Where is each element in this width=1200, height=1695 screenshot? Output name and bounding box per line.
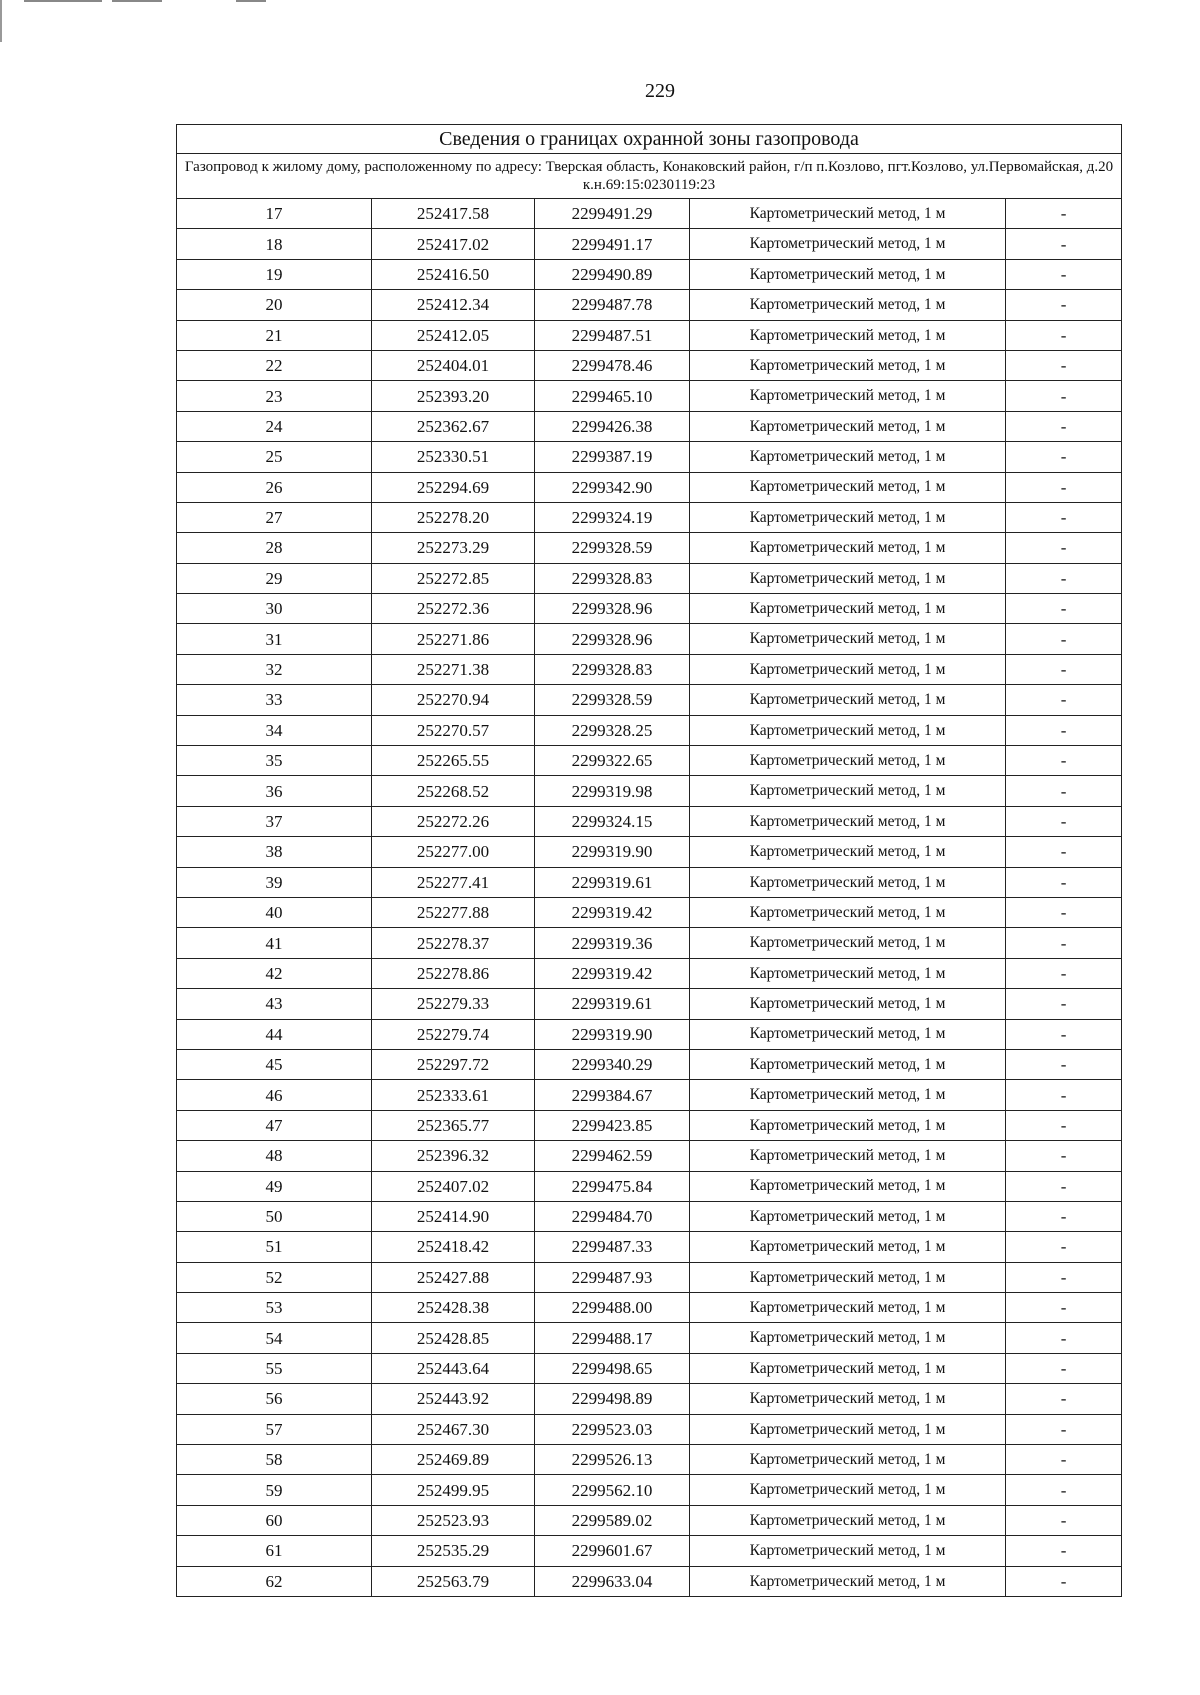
method-cell: Картометрический метод, 1 м [690,320,1006,350]
y-coordinate-cell: 2299562.10 [535,1475,690,1505]
y-coordinate-cell: 2299487.78 [535,290,690,320]
note-cell: - [1006,867,1122,897]
y-coordinate-cell: 2299498.89 [535,1384,690,1414]
table-row [177,654,1122,684]
method-cell: Картометрический метод, 1 м [690,1566,1006,1596]
method-cell: Картометрический метод, 1 м [690,1110,1006,1140]
table-subtitle: Газопровод к жилому дому, расположенному по адресу: Тверская область, Конаковский район, г/п п.Козлово, пгт.Козлово, ул.Первомайская, д.20 к.н.69:15:0230119:23 [177,154,1122,199]
note-cell: - [1006,594,1122,624]
method-cell: Картометрический метод, 1 м [690,502,1006,532]
note-cell: - [1006,1201,1122,1231]
x-coordinate-cell: 252467.30 [372,1414,535,1444]
note-cell: - [1006,1475,1122,1505]
point-number-cell: 40 [177,897,372,927]
table-title: Сведения о границах охранной зоны газопровода [177,125,1122,154]
method-cell: Картометрический метод, 1 м [690,1049,1006,1079]
note-cell: - [1006,928,1122,958]
note-cell: - [1006,1505,1122,1535]
method-cell: Картометрический метод, 1 м [690,715,1006,745]
note-cell: - [1006,290,1122,320]
point-number-cell: 53 [177,1293,372,1323]
table-row [177,563,1122,593]
method-cell: Картометрический метод, 1 м [690,1353,1006,1383]
table-row [177,259,1122,289]
point-number-cell: 47 [177,1110,372,1140]
x-coordinate-cell: 252412.34 [372,290,535,320]
y-coordinate-cell: 2299342.90 [535,472,690,502]
note-cell: - [1006,1019,1122,1049]
x-coordinate-cell: 252277.88 [372,897,535,927]
method-cell: Картометрический метод, 1 м [690,594,1006,624]
method-cell: Картометрический метод, 1 м [690,1293,1006,1323]
point-number-cell: 22 [177,350,372,380]
y-coordinate-cell: 2299340.29 [535,1049,690,1079]
point-number-cell: 35 [177,746,372,776]
note-cell: - [1006,1566,1122,1596]
note-cell: - [1006,1110,1122,1140]
x-coordinate-cell: 252428.85 [372,1323,535,1353]
point-number-cell: 51 [177,1232,372,1262]
note-cell: - [1006,654,1122,684]
y-coordinate-cell: 2299526.13 [535,1445,690,1475]
note-cell: - [1006,746,1122,776]
method-cell: Картометрический метод, 1 м [690,746,1006,776]
table-row [177,928,1122,958]
y-coordinate-cell: 2299328.25 [535,715,690,745]
y-coordinate-cell: 2299633.04 [535,1566,690,1596]
note-cell: - [1006,1293,1122,1323]
method-cell: Картометрический метод, 1 м [690,1171,1006,1201]
note-cell: - [1006,1353,1122,1383]
y-coordinate-cell: 2299319.90 [535,837,690,867]
method-cell: Картометрический метод, 1 м [690,1414,1006,1444]
method-cell: Картометрический метод, 1 м [690,350,1006,380]
point-number-cell: 30 [177,594,372,624]
table-row [177,199,1122,229]
table-row [177,1323,1122,1353]
y-coordinate-cell: 2299319.90 [535,1019,690,1049]
x-coordinate-cell: 252469.89 [372,1445,535,1475]
x-coordinate-cell: 252273.29 [372,533,535,563]
point-number-cell: 56 [177,1384,372,1414]
note-cell: - [1006,442,1122,472]
note-cell: - [1006,1141,1122,1171]
table-row [177,472,1122,502]
point-number-cell: 31 [177,624,372,654]
point-number-cell: 23 [177,381,372,411]
y-coordinate-cell: 2299319.36 [535,928,690,958]
table-row [177,624,1122,654]
point-number-cell: 33 [177,685,372,715]
table-row [177,1019,1122,1049]
note-cell: - [1006,685,1122,715]
x-coordinate-cell: 252268.52 [372,776,535,806]
point-number-cell: 36 [177,776,372,806]
table-row [177,1141,1122,1171]
x-coordinate-cell: 252272.26 [372,806,535,836]
y-coordinate-cell: 2299487.33 [535,1232,690,1262]
y-coordinate-cell: 2299328.96 [535,624,690,654]
note-cell: - [1006,1323,1122,1353]
table-row [177,594,1122,624]
note-cell: - [1006,776,1122,806]
scan-mark [236,0,266,2]
table-subtitle-row [177,154,1122,199]
x-coordinate-cell: 252563.79 [372,1566,535,1596]
table-row [177,989,1122,1019]
table-row [177,958,1122,988]
x-coordinate-cell: 252396.32 [372,1141,535,1171]
y-coordinate-cell: 2299328.83 [535,563,690,593]
point-number-cell: 61 [177,1536,372,1566]
y-coordinate-cell: 2299384.67 [535,1080,690,1110]
point-number-cell: 28 [177,533,372,563]
x-coordinate-cell: 252427.88 [372,1262,535,1292]
note-cell: - [1006,1171,1122,1201]
x-coordinate-cell: 252417.58 [372,199,535,229]
table-row [177,1566,1122,1596]
method-cell: Картометрический метод, 1 м [690,837,1006,867]
y-coordinate-cell: 2299491.29 [535,199,690,229]
y-coordinate-cell: 2299601.67 [535,1536,690,1566]
method-cell: Картометрический метод, 1 м [690,229,1006,259]
table-row [177,1201,1122,1231]
y-coordinate-cell: 2299488.00 [535,1293,690,1323]
note-cell: - [1006,897,1122,927]
note-cell: - [1006,1536,1122,1566]
page-number: 229 [645,80,675,102]
method-cell: Картометрический метод, 1 м [690,381,1006,411]
point-number-cell: 43 [177,989,372,1019]
x-coordinate-cell: 252333.61 [372,1080,535,1110]
table-title-row [177,125,1122,154]
method-cell: Картометрический метод, 1 м [690,806,1006,836]
method-cell: Картометрический метод, 1 м [690,928,1006,958]
point-number-cell: 50 [177,1201,372,1231]
y-coordinate-cell: 2299589.02 [535,1505,690,1535]
note-cell: - [1006,837,1122,867]
y-coordinate-cell: 2299487.51 [535,320,690,350]
x-coordinate-cell: 252272.36 [372,594,535,624]
y-coordinate-cell: 2299324.19 [535,502,690,532]
note-cell: - [1006,502,1122,532]
x-coordinate-cell: 252416.50 [372,259,535,289]
point-number-cell: 44 [177,1019,372,1049]
coordinates-table [176,124,1122,1597]
x-coordinate-cell: 252535.29 [372,1536,535,1566]
point-number-cell: 24 [177,411,372,441]
scan-mark [112,0,162,2]
x-coordinate-cell: 252407.02 [372,1171,535,1201]
method-cell: Картометрический метод, 1 м [690,199,1006,229]
y-coordinate-cell: 2299423.85 [535,1110,690,1140]
y-coordinate-cell: 2299328.83 [535,654,690,684]
table-row [177,502,1122,532]
table-row [177,1353,1122,1383]
method-cell: Картометрический метод, 1 м [690,1475,1006,1505]
x-coordinate-cell: 252418.42 [372,1232,535,1262]
point-number-cell: 52 [177,1262,372,1292]
point-number-cell: 58 [177,1445,372,1475]
point-number-cell: 49 [177,1171,372,1201]
note-cell: - [1006,199,1122,229]
x-coordinate-cell: 252278.86 [372,958,535,988]
table-body [177,125,1122,1597]
point-number-cell: 20 [177,290,372,320]
method-cell: Картометрический метод, 1 м [690,1201,1006,1231]
table-row [177,1475,1122,1505]
scan-edge-mark [0,0,2,42]
note-cell: - [1006,624,1122,654]
method-cell: Картометрический метод, 1 м [690,259,1006,289]
method-cell: Картометрический метод, 1 м [690,867,1006,897]
x-coordinate-cell: 252279.74 [372,1019,535,1049]
y-coordinate-cell: 2299465.10 [535,381,690,411]
method-cell: Картометрический метод, 1 м [690,1141,1006,1171]
point-number-cell: 60 [177,1505,372,1535]
y-coordinate-cell: 2299484.70 [535,1201,690,1231]
point-number-cell: 59 [177,1475,372,1505]
point-number-cell: 62 [177,1566,372,1596]
y-coordinate-cell: 2299322.65 [535,746,690,776]
note-cell: - [1006,1414,1122,1444]
table-row [177,897,1122,927]
point-number-cell: 55 [177,1353,372,1383]
point-number-cell: 17 [177,199,372,229]
note-cell: - [1006,320,1122,350]
method-cell: Картометрический метод, 1 м [690,1536,1006,1566]
method-cell: Картометрический метод, 1 м [690,989,1006,1019]
x-coordinate-cell: 252271.86 [372,624,535,654]
y-coordinate-cell: 2299319.42 [535,897,690,927]
y-coordinate-cell: 2299328.59 [535,685,690,715]
x-coordinate-cell: 252270.94 [372,685,535,715]
y-coordinate-cell: 2299319.42 [535,958,690,988]
table-row [177,806,1122,836]
table-row [177,776,1122,806]
table-row [177,746,1122,776]
method-cell: Картометрический метод, 1 м [690,1232,1006,1262]
method-cell: Картометрический метод, 1 м [690,1384,1006,1414]
y-coordinate-cell: 2299328.59 [535,533,690,563]
method-cell: Картометрический метод, 1 м [690,654,1006,684]
method-cell: Картометрический метод, 1 м [690,533,1006,563]
y-coordinate-cell: 2299319.61 [535,867,690,897]
note-cell: - [1006,472,1122,502]
point-number-cell: 45 [177,1049,372,1079]
method-cell: Картометрический метод, 1 м [690,1262,1006,1292]
table-row [177,411,1122,441]
point-number-cell: 21 [177,320,372,350]
method-cell: Картометрический метод, 1 м [690,958,1006,988]
x-coordinate-cell: 252265.55 [372,746,535,776]
note-cell: - [1006,229,1122,259]
table-row [177,442,1122,472]
method-cell: Картометрический метод, 1 м [690,1323,1006,1353]
note-cell: - [1006,1445,1122,1475]
table-row [177,350,1122,380]
y-coordinate-cell: 2299488.17 [535,1323,690,1353]
y-coordinate-cell: 2299328.96 [535,594,690,624]
method-cell: Картометрический метод, 1 м [690,685,1006,715]
y-coordinate-cell: 2299523.03 [535,1414,690,1444]
point-number-cell: 39 [177,867,372,897]
x-coordinate-cell: 252393.20 [372,381,535,411]
table-row [177,1262,1122,1292]
table-row [177,837,1122,867]
table-row [177,1171,1122,1201]
x-coordinate-cell: 252270.57 [372,715,535,745]
point-number-cell: 34 [177,715,372,745]
x-coordinate-cell: 252362.67 [372,411,535,441]
y-coordinate-cell: 2299490.89 [535,259,690,289]
table-row [177,1293,1122,1323]
x-coordinate-cell: 252365.77 [372,1110,535,1140]
method-cell: Картометрический метод, 1 м [690,472,1006,502]
y-coordinate-cell: 2299478.46 [535,350,690,380]
x-coordinate-cell: 252278.37 [372,928,535,958]
point-number-cell: 29 [177,563,372,593]
note-cell: - [1006,989,1122,1019]
method-cell: Картометрический метод, 1 м [690,624,1006,654]
table-row [177,290,1122,320]
y-coordinate-cell: 2299387.19 [535,442,690,472]
x-coordinate-cell: 252443.92 [372,1384,535,1414]
note-cell: - [1006,259,1122,289]
x-coordinate-cell: 252414.90 [372,1201,535,1231]
note-cell: - [1006,715,1122,745]
x-coordinate-cell: 252443.64 [372,1353,535,1383]
point-number-cell: 46 [177,1080,372,1110]
y-coordinate-cell: 2299319.61 [535,989,690,1019]
method-cell: Картометрический метод, 1 м [690,1445,1006,1475]
table-row [177,381,1122,411]
table-row [177,1414,1122,1444]
note-cell: - [1006,1049,1122,1079]
table-row [177,1445,1122,1475]
y-coordinate-cell: 2299487.93 [535,1262,690,1292]
method-cell: Картометрический метод, 1 м [690,776,1006,806]
x-coordinate-cell: 252523.93 [372,1505,535,1535]
x-coordinate-cell: 252294.69 [372,472,535,502]
note-cell: - [1006,806,1122,836]
method-cell: Картометрический метод, 1 м [690,442,1006,472]
table-row [177,320,1122,350]
y-coordinate-cell: 2299475.84 [535,1171,690,1201]
point-number-cell: 26 [177,472,372,502]
note-cell: - [1006,563,1122,593]
y-coordinate-cell: 2299491.17 [535,229,690,259]
x-coordinate-cell: 252272.85 [372,563,535,593]
y-coordinate-cell: 2299319.98 [535,776,690,806]
table-row [177,533,1122,563]
point-number-cell: 57 [177,1414,372,1444]
point-number-cell: 32 [177,654,372,684]
table-row [177,867,1122,897]
method-cell: Картометрический метод, 1 м [690,290,1006,320]
method-cell: Картометрический метод, 1 м [690,411,1006,441]
point-number-cell: 25 [177,442,372,472]
y-coordinate-cell: 2299462.59 [535,1141,690,1171]
note-cell: - [1006,411,1122,441]
x-coordinate-cell: 252499.95 [372,1475,535,1505]
point-number-cell: 18 [177,229,372,259]
note-cell: - [1006,533,1122,563]
scan-mark [24,0,102,2]
table-row [177,685,1122,715]
note-cell: - [1006,381,1122,411]
x-coordinate-cell: 252412.05 [372,320,535,350]
point-number-cell: 42 [177,958,372,988]
table-row [177,1080,1122,1110]
x-coordinate-cell: 252428.38 [372,1293,535,1323]
table-row [177,715,1122,745]
y-coordinate-cell: 2299426.38 [535,411,690,441]
method-cell: Картометрический метод, 1 м [690,1505,1006,1535]
note-cell: - [1006,1080,1122,1110]
note-cell: - [1006,958,1122,988]
x-coordinate-cell: 252277.41 [372,867,535,897]
x-coordinate-cell: 252417.02 [372,229,535,259]
x-coordinate-cell: 252277.00 [372,837,535,867]
table-row [177,1049,1122,1079]
point-number-cell: 27 [177,502,372,532]
x-coordinate-cell: 252297.72 [372,1049,535,1079]
x-coordinate-cell: 252330.51 [372,442,535,472]
note-cell: - [1006,1232,1122,1262]
note-cell: - [1006,1384,1122,1414]
x-coordinate-cell: 252404.01 [372,350,535,380]
table-row [177,1232,1122,1262]
table-row [177,1536,1122,1566]
point-number-cell: 48 [177,1141,372,1171]
x-coordinate-cell: 252278.20 [372,502,535,532]
method-cell: Картометрический метод, 1 м [690,897,1006,927]
method-cell: Картометрический метод, 1 м [690,1019,1006,1049]
x-coordinate-cell: 252279.33 [372,989,535,1019]
point-number-cell: 19 [177,259,372,289]
method-cell: Картометрический метод, 1 м [690,1080,1006,1110]
point-number-cell: 37 [177,806,372,836]
table-row [177,1110,1122,1140]
y-coordinate-cell: 2299324.15 [535,806,690,836]
method-cell: Картометрический метод, 1 м [690,563,1006,593]
point-number-cell: 41 [177,928,372,958]
x-coordinate-cell: 252271.38 [372,654,535,684]
y-coordinate-cell: 2299498.65 [535,1353,690,1383]
point-number-cell: 54 [177,1323,372,1353]
point-number-cell: 38 [177,837,372,867]
table-row [177,229,1122,259]
table-row [177,1505,1122,1535]
note-cell: - [1006,350,1122,380]
note-cell: - [1006,1262,1122,1292]
table-row [177,1384,1122,1414]
